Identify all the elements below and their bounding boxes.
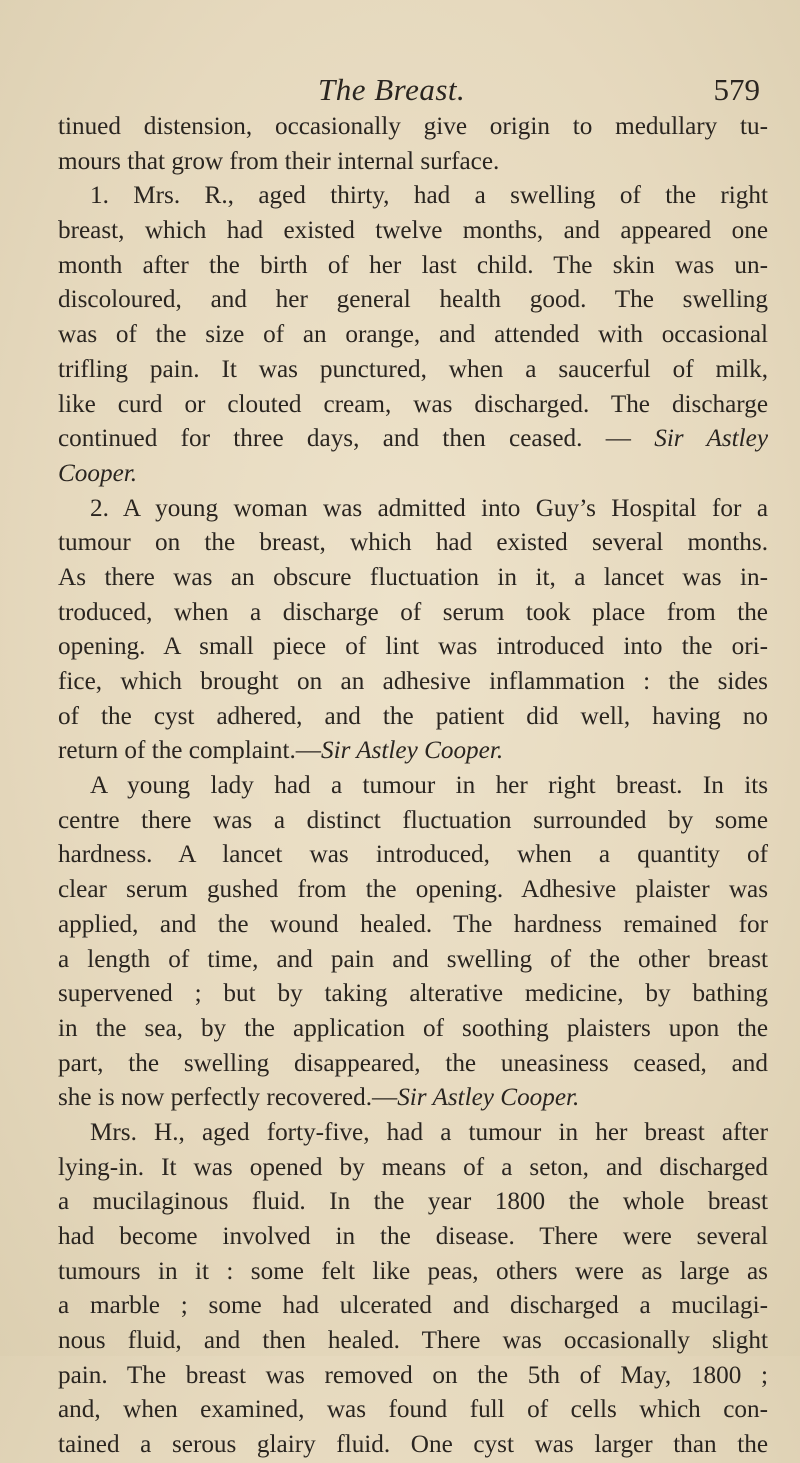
line-text: opening. A small piece of lint was introduced into the ori- [58, 633, 768, 661]
text-line [58, 1289, 768, 1324]
line-text: mours that grow from their internal surface. [58, 147, 500, 175]
line-text: applied, and the wound healed. The hardness remained for [58, 910, 768, 938]
line-text: continued for three days, and then ceased. — [58, 425, 655, 453]
line-italic-text: Cooper. [58, 459, 138, 487]
text-line [58, 492, 768, 527]
line-text: troduced, when a discharge of serum took place from the [58, 598, 768, 626]
running-title: The Breast. [318, 72, 466, 107]
text-line [58, 769, 768, 804]
line-italic-text: Sir Astley [654, 425, 768, 453]
line-italic-text: Sir Astley Cooper. [397, 1084, 580, 1112]
line-text: a mucilaginous fluid. In the year 1800 the whole breast [58, 1188, 768, 1216]
text-line [58, 561, 768, 596]
line-text: As there was an obscure fluctuation in it, a lancet was in- [58, 563, 768, 591]
line-italic-text: Sir Astley Cooper. [321, 737, 504, 765]
text-line [58, 1185, 768, 1220]
text-line [58, 457, 768, 492]
text-line [58, 179, 768, 214]
line-text: tained a serous glairy fluid. One cyst was larger than the [58, 1431, 768, 1459]
line-text: 2. A young woman was admitted into Guy’s Hospital for a [90, 494, 768, 522]
text-line [58, 630, 768, 665]
text-line [58, 943, 768, 978]
line-text: lying-in. It was opened by means of a seton, and discharged [58, 1153, 768, 1181]
text-line [58, 665, 768, 700]
text-line [58, 908, 768, 943]
line-text: hardness. A lancet was introduced, when a quantity of [58, 841, 768, 869]
body-text [58, 110, 768, 1463]
text-line [58, 1359, 768, 1394]
text-line [58, 1151, 768, 1186]
line-text: tumour on the breast, which had existed several months. [58, 529, 768, 557]
text-line [58, 873, 768, 908]
running-head [58, 72, 768, 108]
text-line [58, 1393, 768, 1428]
line-text: like curd or clouted cream, was discharged. The discharge [58, 390, 768, 418]
text-line [58, 422, 768, 457]
text-line [58, 977, 768, 1012]
line-text: Mrs. H., aged forty-five, had a tumour in her breast after [90, 1118, 768, 1146]
line-text: discoloured, and her general health good. The swelling [58, 286, 768, 314]
text-line [58, 596, 768, 631]
text-line [58, 1047, 768, 1082]
line-text: was of the size of an orange, and attended with occasional [58, 321, 768, 349]
line-text: pain. The breast was removed on the 5th of May, 1800 ; [58, 1361, 768, 1389]
line-text: month after the birth of her last child. The skin was un- [58, 251, 768, 279]
text-line [58, 526, 768, 561]
text-line [58, 249, 768, 284]
text-line [58, 1081, 768, 1116]
line-text: tumours in it : some felt like peas, others were as large as [58, 1257, 768, 1285]
line-text: a marble ; some had ulcerated and discharged a mucilagi- [58, 1292, 768, 1320]
line-text: supervened ; but by taking alterative medicine, by bathing [58, 980, 768, 1008]
line-text: clear serum gushed from the opening. Adhesive plaister was [58, 876, 768, 904]
text-line [58, 838, 768, 873]
line-text: trifling pain. It was punctured, when a saucerful of milk, [58, 355, 768, 383]
line-text: she is now perfectly recovered.— [58, 1084, 398, 1112]
page-number: 579 [713, 72, 760, 107]
text-line [58, 353, 768, 388]
text-line [58, 1220, 768, 1255]
text-line [58, 214, 768, 249]
text-line [58, 110, 768, 145]
text-line [58, 1255, 768, 1290]
text-line [58, 1324, 768, 1359]
line-text: fice, which brought on an adhesive inflammation : the sides [58, 668, 768, 695]
line-text: return of the complaint.— [58, 737, 321, 765]
text-line [58, 318, 768, 353]
line-text: a length of time, and pain and swelling of the other breast [58, 945, 768, 973]
line-text: nous fluid, and then healed. There was occasionally slight [58, 1327, 768, 1355]
line-text: A young lady had a tumour in her right breast. In its [90, 772, 768, 800]
text-line [58, 283, 768, 318]
text-line [58, 388, 768, 423]
text-line [58, 700, 768, 735]
text-line [58, 1116, 768, 1151]
line-text: centre there was a distinct fluctuation surrounded by some [58, 806, 768, 834]
text-line [58, 734, 768, 769]
line-text: tinued distension, occasionally give origin to medullary tu- [58, 113, 768, 140]
text-line [58, 1012, 768, 1047]
text-line [58, 1428, 768, 1463]
line-text: and, when examined, was found full of cells which con- [58, 1396, 768, 1424]
line-text: breast, which had existed twelve months, and appeared one [58, 217, 768, 245]
line-text: had become involved in the disease. There were several [58, 1223, 768, 1250]
line-text: 1. Mrs. R., aged thirty, had a swelling of the right [90, 182, 768, 210]
line-text: of the cyst adhered, and the patient did well, having no [58, 702, 768, 730]
line-text: in the sea, by the application of soothing plaisters upon the [58, 1014, 768, 1042]
line-text: part, the swelling disappeared, the uneasiness ceased, and [58, 1049, 768, 1077]
text-line [58, 804, 768, 839]
text-line [58, 145, 768, 180]
